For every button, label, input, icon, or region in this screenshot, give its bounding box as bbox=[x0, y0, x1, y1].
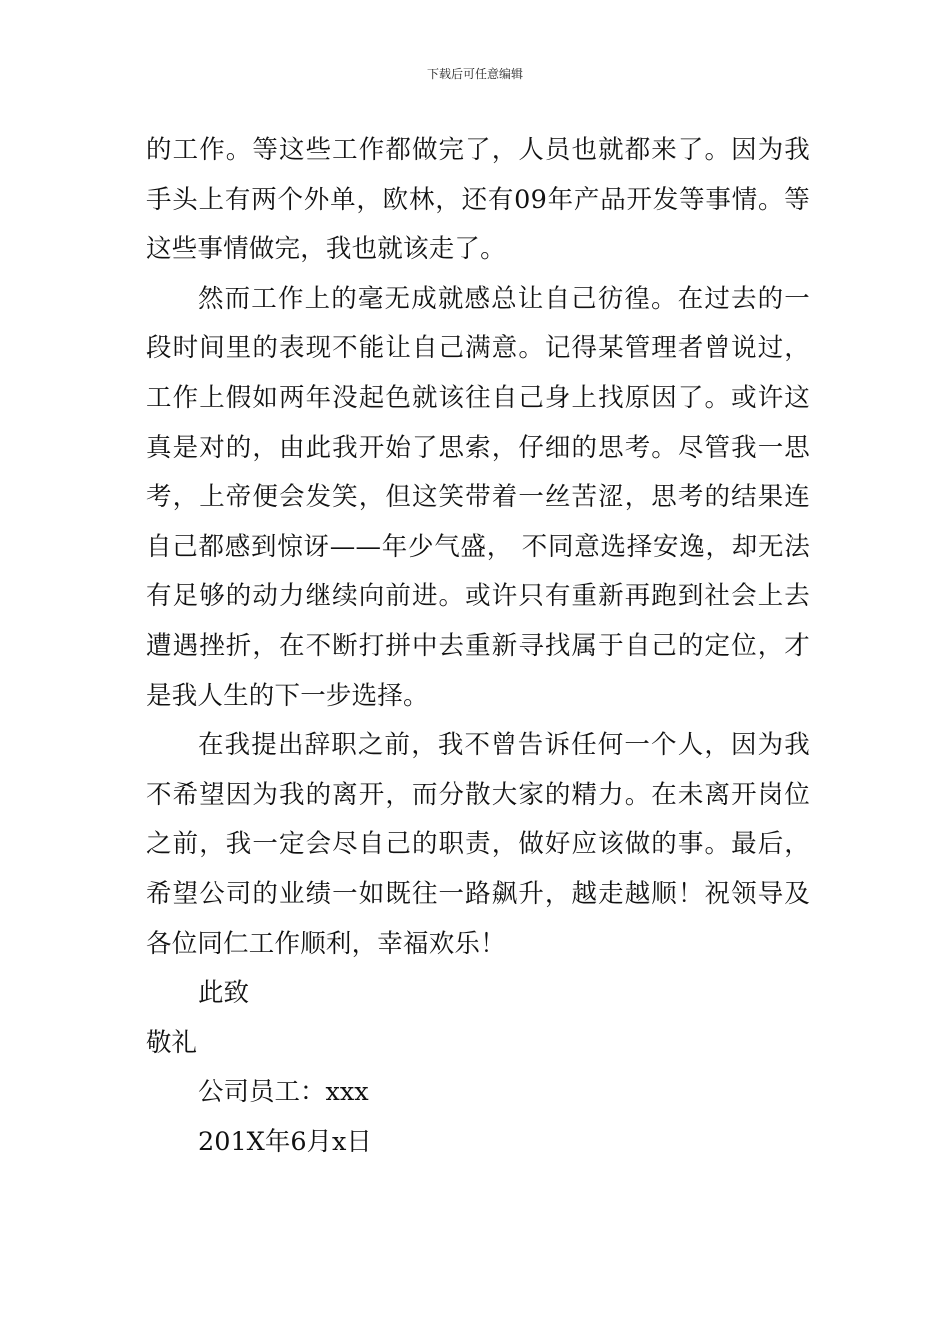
letter-body bbox=[146, 126, 810, 1167]
closing-regards: 敬礼 bbox=[146, 1027, 198, 1058]
paragraph-2: 然而工作上的毫无成就感总让自己彷徨。在过去的一段时间里的表现不能让自己满意。记得某管理者曾说过，工作上假如两年没起色就该往自己身上找原因了。或许这真是对的，由此我开始了思索，仔细的思考。尽管我一思考，上帝便会发笑，但这笑带着一丝苦涩，思考的结果连自己都感到惊讶——年少气盛， 不同意选择安逸，却无法有足够的动力继续向前进。或许只有重新再跑到社会上去遭遇挫折，在不断打拼中去重新寻找属于自己的定位，才是我人生的下一步选择。 bbox=[146, 283, 810, 711]
page-header-note: 下载后可任意编辑 bbox=[426, 67, 523, 81]
letter-date: 201X年6月x日 bbox=[198, 1126, 372, 1157]
signature: 公司员工：xxx bbox=[198, 1077, 369, 1108]
paragraph-3: 在我提出辞职之前，我不曾告诉任何一个人，因为我不希望因为我的离开，而分散大家的精力。在未离开岗位之前，我一定会尽自己的职责，做好应该做的事。最后，希望公司的业绩一如既往一路飙升，越走越顺！祝领导及各位同仁工作顺利，幸福欢乐！ bbox=[146, 730, 810, 959]
paragraph-1: 的工作。等这些工作都做完了，人员也就都来了。因为我手头上有两个外单，欧林，还有09年产品开发等事情。等这些事情做完，我也就该走了。 bbox=[146, 135, 810, 265]
closing-salutation: 此致 bbox=[198, 978, 250, 1009]
